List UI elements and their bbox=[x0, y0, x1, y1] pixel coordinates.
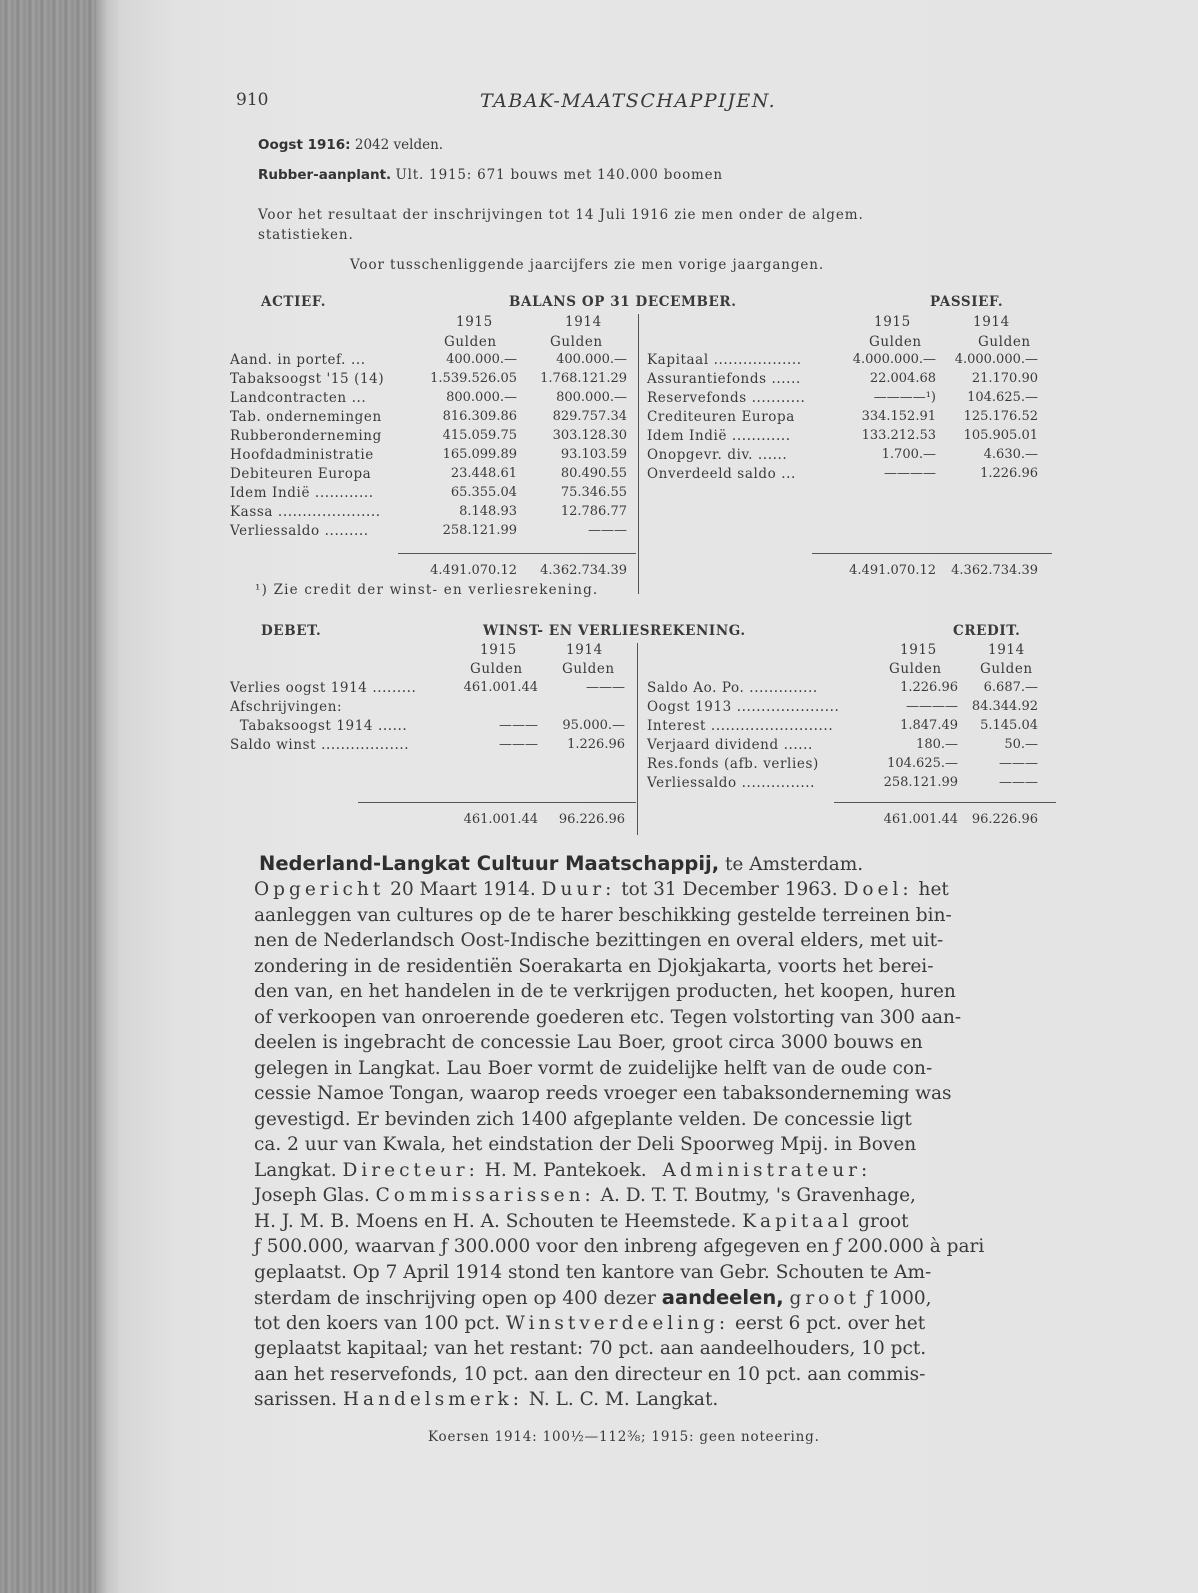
row-label: Tabaksoogst 1914 ...... bbox=[230, 718, 408, 734]
handelsmerk-label: Handelsmerk: bbox=[342, 1389, 523, 1410]
actief-total-rule bbox=[398, 553, 636, 554]
value-1915: ————¹) bbox=[873, 390, 936, 405]
row-label: Onopgevr. div. ...... bbox=[647, 447, 788, 463]
body-line: geplaatst kapitaal; van het restant: 70 pct. aan aandeelhouders, 10 pct. bbox=[254, 1338, 927, 1359]
value-1914: 4.000.000.— bbox=[954, 352, 1038, 367]
value-1915: 1.539.526.05 bbox=[430, 371, 517, 386]
row-label: Assurantiefonds ...... bbox=[647, 371, 801, 387]
row-label: Aand. in portef. ... bbox=[230, 352, 366, 368]
row-label: Debiteuren Europa bbox=[230, 466, 372, 482]
winstverdeeling-label: Winstverdeeling: bbox=[505, 1313, 730, 1334]
value-1915: ——— bbox=[499, 718, 538, 733]
value-1915: 334.152.91 bbox=[861, 409, 936, 424]
value-1915: 22.004.68 bbox=[869, 371, 936, 386]
body-line: nen de Nederlandsch Oost-Indische bezittingen en overal elders, met uit- bbox=[254, 930, 944, 951]
credit-title: CREDIT. bbox=[953, 623, 1021, 639]
value-1914: 800.000.— bbox=[556, 390, 627, 405]
row-label: Tabaksoogst '15 (14) bbox=[230, 371, 385, 387]
note-centered: Voor tusschenliggende jaarcijfers zie men vorige jaargangen. bbox=[350, 257, 825, 273]
passief-currency-1914: Gulden bbox=[978, 334, 1031, 350]
opgericht-label: Opgericht bbox=[254, 879, 385, 900]
body-line: aanleggen van cultures op de te harer beschikking gestelde terreinen bin- bbox=[254, 905, 952, 926]
running-title: TABAK-MAATSCHAPPIJEN. bbox=[480, 90, 777, 112]
passief-total-1915: 4.491.070.12 bbox=[849, 563, 936, 578]
aandeelen-line bbox=[254, 1285, 932, 1312]
value-1914: 84.344.92 bbox=[971, 699, 1038, 714]
value-1915: ———— bbox=[884, 466, 936, 481]
body-line: ca. 2 uur van Kwala, het eindstation der Deli Spoorweg Mpij. in Boven bbox=[254, 1134, 917, 1155]
debet-year-1915: 1915 bbox=[480, 642, 517, 658]
value-1915: ——— bbox=[499, 737, 538, 752]
body-line: geplaatst. Op 7 April 1914 stond ten kantore van Gebr. Schouten te Am- bbox=[254, 1262, 932, 1283]
value-1914: ——— bbox=[586, 680, 625, 695]
value-1915: 258.121.99 bbox=[883, 775, 958, 790]
row-label: Verliessaldo ......... bbox=[230, 523, 369, 539]
actief-title: ACTIEF. bbox=[261, 294, 326, 310]
langkat-text: Langkat. bbox=[254, 1160, 337, 1181]
debet-currency-1915: Gulden bbox=[470, 661, 523, 677]
value-1915: 1.847.49 bbox=[900, 718, 958, 733]
body-line: cessie Namoe Tongan, waarop reeds vroeger een tabaksonderneming was bbox=[254, 1083, 952, 1104]
value-1914: 95.000.— bbox=[562, 718, 625, 733]
directeur-line bbox=[254, 1158, 871, 1184]
sarissen-text: sarissen. bbox=[254, 1389, 338, 1410]
body-line: gevestigd. Er bevinden zich 1400 afgeplante velden. De concessie ligt bbox=[254, 1109, 912, 1130]
body-line: den van, en het handelen in de te verkrijgen producten, het koopen, huren bbox=[254, 981, 956, 1002]
credit-total-rule bbox=[834, 802, 1056, 803]
balance-footnote: ¹) Zie credit der winst- en verliesrekening. bbox=[255, 582, 599, 598]
debet-total-1914: 96.226.96 bbox=[558, 812, 625, 827]
kapitaal-label: Kapitaal bbox=[742, 1211, 853, 1232]
duur-value: tot 31 December 1963. bbox=[621, 879, 838, 900]
value-1915: 258.121.99 bbox=[442, 523, 517, 538]
actief-year-1915: 1915 bbox=[456, 314, 493, 330]
debet-year-1914: 1914 bbox=[566, 642, 603, 658]
body-line: of verkoopen van onroerende goederen etc. Tegen volstorting van 300 aan- bbox=[254, 1007, 962, 1028]
value-1914: 50.— bbox=[1004, 737, 1038, 752]
note-line-2: statistieken. bbox=[258, 227, 354, 243]
value-1914: 4.630.— bbox=[983, 447, 1038, 462]
doel-value: het bbox=[918, 879, 949, 900]
actief-total-1914: 4.362.734.39 bbox=[540, 563, 627, 578]
passief-year-1914: 1914 bbox=[973, 314, 1010, 330]
value-1914: 1.768.121.29 bbox=[540, 371, 627, 386]
actief-total-1915: 4.491.070.12 bbox=[430, 563, 517, 578]
page bbox=[118, 0, 1198, 1593]
debet-currency-1914: Gulden bbox=[562, 661, 615, 677]
oogst-label: Oogst 1916: bbox=[258, 137, 351, 153]
row-label: Oogst 1913 ..................... bbox=[647, 699, 840, 715]
aandeelen-label: aandeelen, bbox=[661, 1286, 784, 1309]
value-1914: 1.226.96 bbox=[980, 466, 1038, 481]
value-1914: 21.170.90 bbox=[971, 371, 1038, 386]
value-1914: 104.625.— bbox=[967, 390, 1038, 405]
value-1915: ———— bbox=[906, 699, 958, 714]
row-label: Idem Indië ............ bbox=[647, 428, 791, 444]
balans-title: BALANS OP 31 DECEMBER. bbox=[509, 294, 737, 310]
value-1914: 105.905.01 bbox=[963, 428, 1038, 443]
handelsmerk-line bbox=[254, 1387, 718, 1413]
body-line: gelegen in Langkat. Lau Boer vormt de zuidelijke helft van de oude con- bbox=[254, 1058, 933, 1079]
value-1915: 65.355.04 bbox=[450, 485, 517, 500]
credit-total-1915: 461.001.44 bbox=[883, 812, 958, 827]
value-1915: 4.000.000.— bbox=[852, 352, 936, 367]
duur-label: Duur: bbox=[541, 879, 616, 900]
passief-year-1915: 1915 bbox=[874, 314, 911, 330]
value-1915: 165.099.89 bbox=[442, 447, 517, 462]
value-1914: ——— bbox=[999, 756, 1038, 771]
row-label: Tab. ondernemingen bbox=[230, 409, 382, 425]
passief-currency-1915: Gulden bbox=[869, 334, 922, 350]
value-1915: 133.212.53 bbox=[861, 428, 936, 443]
company-location: te Amsterdam. bbox=[725, 854, 864, 875]
groot-label: groot bbox=[789, 1288, 860, 1309]
company-line-opgericht bbox=[254, 877, 949, 903]
winst-verlies-title: WINST- EN VERLIESREKENING. bbox=[483, 623, 746, 639]
passief-total-1914: 4.362.734.39 bbox=[951, 563, 1038, 578]
company-name: Nederland-Langkat Cultuur Maatschappij, bbox=[259, 852, 720, 875]
row-label: Onverdeeld saldo ... bbox=[647, 466, 796, 482]
credit-currency-1914: Gulden bbox=[980, 661, 1033, 677]
row-label: Crediteuren Europa bbox=[647, 409, 795, 425]
winstverdeeling-value: eerst 6 pct. over het bbox=[735, 1313, 926, 1334]
moens-text: H. J. M. B. Moens en H. A. Schouten te Heemstede. bbox=[254, 1211, 737, 1232]
value-1914: 829.757.34 bbox=[552, 409, 627, 424]
handelsmerk-value: N. L. C. M. Langkat. bbox=[528, 1389, 719, 1410]
opgericht-value: 20 Maart 1914. bbox=[390, 879, 536, 900]
value-1915: 180.— bbox=[916, 737, 958, 752]
value-1914: 1.226.96 bbox=[567, 737, 625, 752]
administrateur-value: Joseph Glas. bbox=[254, 1185, 370, 1206]
commissarissen-line bbox=[254, 1183, 916, 1209]
row-label: Kapitaal .................. bbox=[647, 352, 802, 368]
value-1914: ——— bbox=[588, 523, 627, 538]
value-1915: 461.001.44 bbox=[463, 680, 538, 695]
value-1915: 816.309.86 bbox=[442, 409, 517, 424]
value-1915: 1.700.— bbox=[881, 447, 936, 462]
row-label: Verjaard dividend ...... bbox=[647, 737, 813, 753]
value-1914: 93.103.59 bbox=[560, 447, 627, 462]
value-1914: 12.786.77 bbox=[560, 504, 627, 519]
doel-label: Doel: bbox=[843, 879, 913, 900]
row-label: Rubberonderneming bbox=[230, 428, 382, 444]
value-1914: 125.176.52 bbox=[963, 409, 1038, 424]
row-label: Idem Indië ............ bbox=[230, 485, 374, 501]
kapitaal-line bbox=[254, 1209, 909, 1235]
value-1914: 5.145.04 bbox=[980, 718, 1038, 733]
actief-currency-1914: Gulden bbox=[550, 334, 603, 350]
rubber-value: Ult. 1915: 671 bouws met 140.000 boomen bbox=[395, 167, 723, 183]
row-label: Landcontracten ... bbox=[230, 390, 367, 406]
note-line-1: Voor het resultaat der inschrijvingen tot 14 Juli 1916 zie men onder de algem. bbox=[258, 207, 864, 223]
row-label: Verlies oogst 1914 ......... bbox=[230, 680, 417, 696]
koers-text: tot den koers van 100 pct. bbox=[254, 1313, 500, 1334]
oogst-value: 2042 velden. bbox=[354, 137, 444, 153]
value-1915: 415.059.75 bbox=[442, 428, 517, 443]
value-1915: 104.625.— bbox=[887, 756, 958, 771]
rubber-line bbox=[258, 167, 723, 183]
row-label: Interest ......................... bbox=[647, 718, 834, 734]
kapitaal-value: groot bbox=[858, 1211, 909, 1232]
commissarissen-label: Commissarissen: bbox=[375, 1185, 595, 1206]
value-1914: 303.128.30 bbox=[552, 428, 627, 443]
row-label: Kassa ..................... bbox=[230, 504, 381, 520]
row-label: Reservefonds ........... bbox=[647, 390, 806, 406]
page-number: 910 bbox=[236, 90, 269, 110]
value-1915: 8.148.93 bbox=[459, 504, 517, 519]
value-1915: 1.226.96 bbox=[900, 680, 958, 695]
body-line: zondering in de residentiën Soerakarta en Djokjakarta, voorts het berei- bbox=[254, 956, 934, 977]
debet-title: DEBET. bbox=[261, 623, 322, 639]
body-line: deelen is ingebracht de concessie Lau Boer, groot circa 3000 bouws en bbox=[254, 1032, 923, 1053]
credit-year-1914: 1914 bbox=[988, 642, 1025, 658]
actief-currency-1915: Gulden bbox=[444, 334, 497, 350]
body-line: aan het reservefonds, 10 pct. aan den directeur en 10 pct. aan commis- bbox=[254, 1364, 926, 1385]
directeur-label: Directeur: bbox=[342, 1160, 479, 1181]
passief-title: PASSIEF. bbox=[930, 294, 1004, 310]
actief-year-1914: 1914 bbox=[565, 314, 602, 330]
pl-divider bbox=[637, 643, 638, 835]
value-1914: 80.490.55 bbox=[560, 466, 627, 481]
value-1914: 6.687.— bbox=[983, 680, 1038, 695]
value-1914: ——— bbox=[999, 775, 1038, 790]
row-label: Verliessaldo ............... bbox=[647, 775, 816, 791]
rubber-label: Rubber-aanplant. bbox=[258, 167, 392, 183]
row-label: Res.fonds (afb. verlies) bbox=[647, 756, 819, 772]
credit-year-1915: 1915 bbox=[900, 642, 937, 658]
debet-total-1915: 461.001.44 bbox=[463, 812, 538, 827]
row-label: Afschrijvingen: bbox=[230, 699, 343, 715]
company-heading-line bbox=[259, 851, 863, 878]
row-label: Saldo winst .................. bbox=[230, 737, 410, 753]
value-1914: 75.346.55 bbox=[560, 485, 627, 500]
debet-total-rule bbox=[358, 802, 636, 803]
row-label: Saldo Ao. Po. .............. bbox=[647, 680, 818, 696]
value-1914: 400.000.— bbox=[556, 352, 627, 367]
value-1915: 800.000.— bbox=[446, 390, 517, 405]
oogst-line bbox=[258, 137, 443, 153]
credit-total-1914: 96.226.96 bbox=[971, 812, 1038, 827]
administrateur-label: Administrateur: bbox=[662, 1160, 872, 1181]
value-1915: 400.000.— bbox=[446, 352, 517, 367]
sterdam-text: sterdam de inschrijving open op 400 dezer bbox=[254, 1288, 656, 1309]
winstverdeeling-line bbox=[254, 1311, 925, 1337]
koersen-line: Koersen 1914: 100½—112⅜; 1915: geen noteering. bbox=[428, 1429, 820, 1445]
commissarissen-value: A. D. T. T. Boutmy, 's Gravenhage, bbox=[600, 1185, 916, 1206]
groot-value: ƒ 1000, bbox=[865, 1288, 932, 1309]
passief-total-rule bbox=[812, 553, 1052, 554]
balance-divider bbox=[638, 314, 639, 594]
credit-currency-1915: Gulden bbox=[889, 661, 942, 677]
body-line: ƒ 500.000, waarvan ƒ 300.000 voor den inbreng afgegeven en ƒ 200.000 à pari bbox=[254, 1236, 985, 1257]
value-1915: 23.448.61 bbox=[450, 466, 517, 481]
row-label: Hoofdadministratie bbox=[230, 447, 374, 463]
directeur-value: H. M. Pantekoek. bbox=[484, 1160, 647, 1181]
